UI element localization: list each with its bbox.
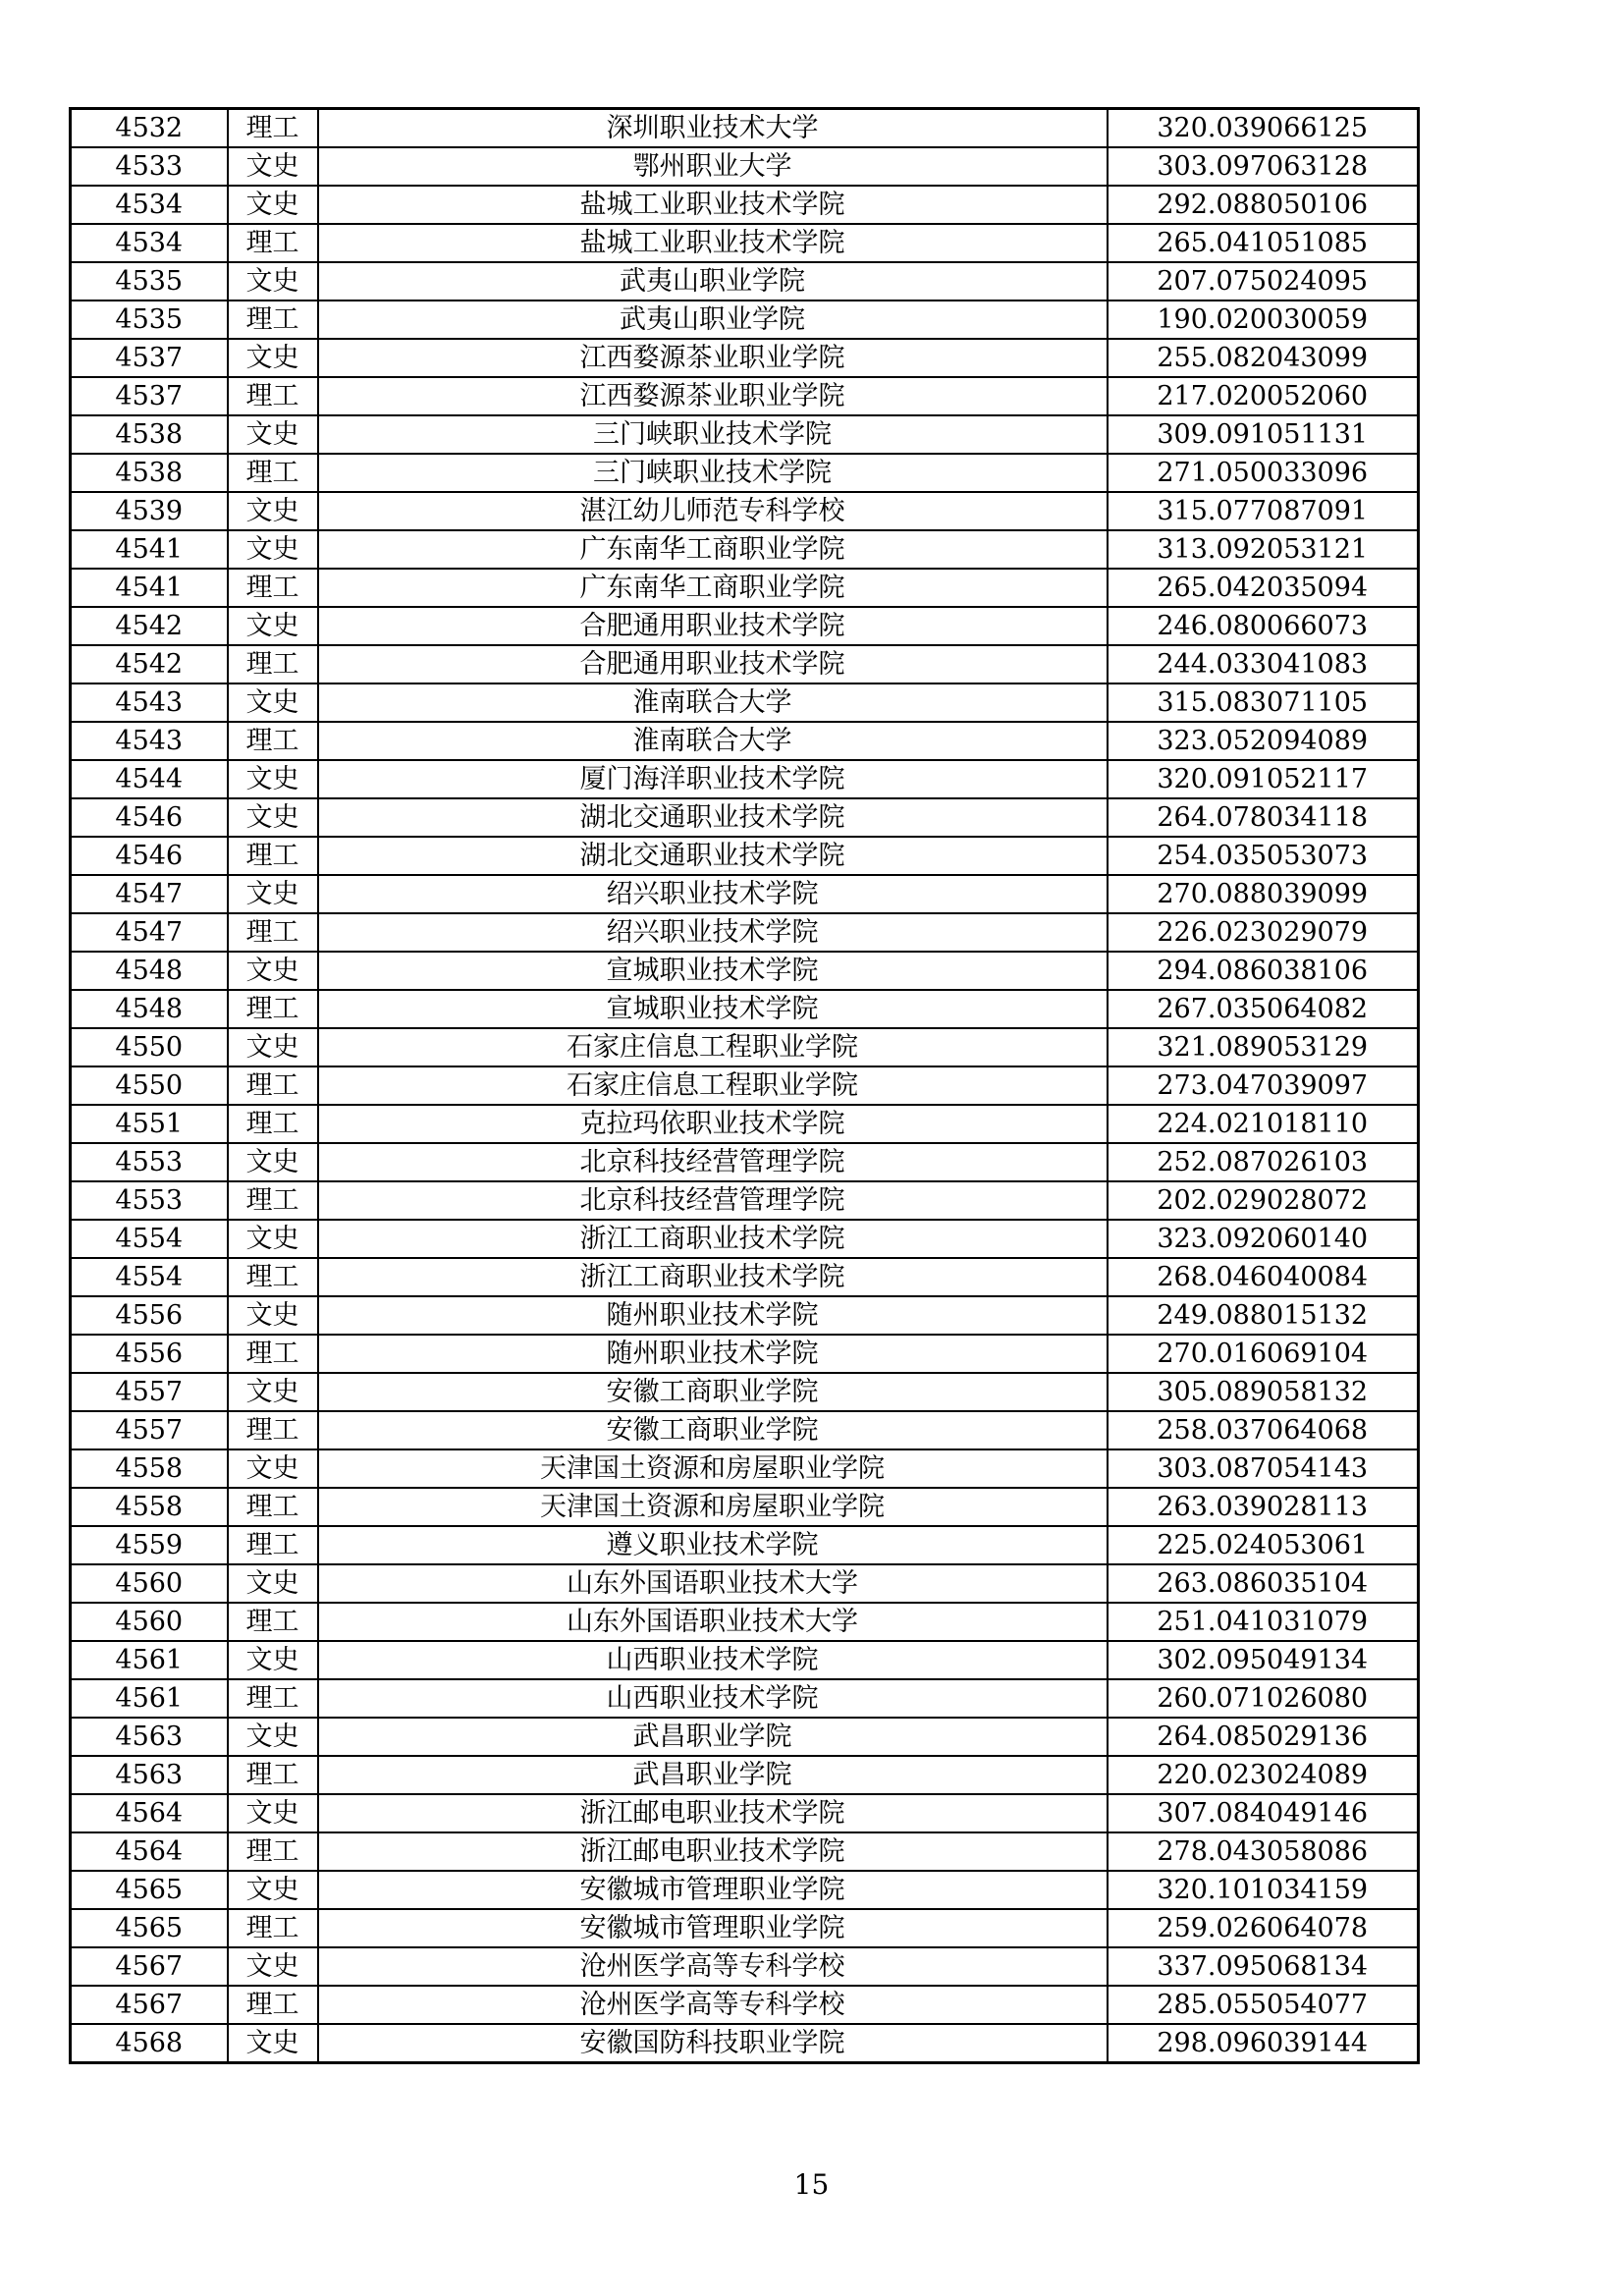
table-row — [71, 990, 1419, 1028]
school-name-cell: 浙江工商职业技术学院 — [318, 1220, 1108, 1258]
table-row — [71, 2024, 1419, 2063]
score-cell: 268.046040084 — [1108, 1258, 1419, 1296]
category-cell: 理工 — [228, 301, 318, 339]
table-row — [71, 1641, 1419, 1679]
category-cell: 文史 — [228, 875, 318, 913]
score-cell: 259.026064078 — [1108, 1909, 1419, 1947]
table-row — [71, 492, 1419, 530]
category-cell: 文史 — [228, 415, 318, 454]
table-row — [71, 722, 1419, 760]
table-row — [71, 1909, 1419, 1947]
table-row — [71, 301, 1419, 339]
score-cell: 202.029028072 — [1108, 1181, 1419, 1220]
code-cell: 4541 — [71, 530, 228, 569]
category-cell: 理工 — [228, 1526, 318, 1564]
school-name-cell: 三门峡职业技术学院 — [318, 454, 1108, 492]
category-cell: 文史 — [228, 147, 318, 186]
score-cell: 255.082043099 — [1108, 339, 1419, 377]
table-row — [71, 1449, 1419, 1488]
school-name-cell: 淮南联合大学 — [318, 722, 1108, 760]
category-cell: 理工 — [228, 109, 318, 148]
code-cell: 4560 — [71, 1603, 228, 1641]
score-cell: 305.089058132 — [1108, 1373, 1419, 1411]
category-cell: 文史 — [228, 2024, 318, 2063]
score-cell: 294.086038106 — [1108, 952, 1419, 990]
table-row — [71, 1526, 1419, 1564]
category-cell: 文史 — [228, 1718, 318, 1756]
school-name-cell: 浙江工商职业技术学院 — [318, 1258, 1108, 1296]
school-name-cell: 石家庄信息工程职业学院 — [318, 1066, 1108, 1105]
code-cell: 4553 — [71, 1143, 228, 1181]
score-cell: 320.091052117 — [1108, 760, 1419, 798]
code-cell: 4537 — [71, 377, 228, 415]
score-cell: 302.095049134 — [1108, 1641, 1419, 1679]
table-row — [71, 1296, 1419, 1335]
score-cell: 278.043058086 — [1108, 1832, 1419, 1871]
table-row — [71, 1335, 1419, 1373]
score-cell: 303.087054143 — [1108, 1449, 1419, 1488]
score-cell: 321.089053129 — [1108, 1028, 1419, 1066]
table-row — [71, 1373, 1419, 1411]
score-cell: 313.092053121 — [1108, 530, 1419, 569]
code-cell: 4548 — [71, 990, 228, 1028]
score-cell: 263.039028113 — [1108, 1488, 1419, 1526]
school-name-cell: 克拉玛依职业技术学院 — [318, 1105, 1108, 1143]
code-cell: 4547 — [71, 875, 228, 913]
table-row — [71, 798, 1419, 837]
school-name-cell: 三门峡职业技术学院 — [318, 415, 1108, 454]
score-cell: 217.020052060 — [1108, 377, 1419, 415]
school-name-cell: 北京科技经营管理学院 — [318, 1181, 1108, 1220]
code-cell: 4535 — [71, 262, 228, 301]
table-row — [71, 1756, 1419, 1794]
category-cell: 文史 — [228, 607, 318, 645]
table-row — [71, 1564, 1419, 1603]
school-name-cell: 宣城职业技术学院 — [318, 990, 1108, 1028]
category-cell: 理工 — [228, 1105, 318, 1143]
school-name-cell: 厦门海洋职业技术学院 — [318, 760, 1108, 798]
code-cell: 4560 — [71, 1564, 228, 1603]
code-cell: 4556 — [71, 1335, 228, 1373]
category-cell: 理工 — [228, 645, 318, 683]
table-row — [71, 1411, 1419, 1449]
code-cell: 4534 — [71, 224, 228, 262]
category-cell: 文史 — [228, 492, 318, 530]
category-cell: 理工 — [228, 454, 318, 492]
school-name-cell: 沧州医学高等专科学校 — [318, 1986, 1108, 2024]
school-name-cell: 盐城工业职业技术学院 — [318, 224, 1108, 262]
category-cell: 理工 — [228, 1488, 318, 1526]
category-cell: 理工 — [228, 837, 318, 875]
code-cell: 4564 — [71, 1832, 228, 1871]
category-cell: 文史 — [228, 1564, 318, 1603]
score-cell: 226.023029079 — [1108, 913, 1419, 952]
code-cell: 4535 — [71, 301, 228, 339]
school-name-cell: 天津国土资源和房屋职业学院 — [318, 1488, 1108, 1526]
school-name-cell: 安徽工商职业学院 — [318, 1373, 1108, 1411]
school-name-cell: 山东外国语职业技术大学 — [318, 1603, 1108, 1641]
category-cell: 理工 — [228, 722, 318, 760]
school-name-cell: 武昌职业学院 — [318, 1718, 1108, 1756]
table-row — [71, 224, 1419, 262]
table-row — [71, 837, 1419, 875]
code-cell: 4532 — [71, 109, 228, 148]
code-cell: 4553 — [71, 1181, 228, 1220]
code-cell: 4557 — [71, 1411, 228, 1449]
category-cell: 文史 — [228, 1641, 318, 1679]
score-cell: 307.084049146 — [1108, 1794, 1419, 1832]
school-name-cell: 武夷山职业学院 — [318, 262, 1108, 301]
score-cell: 220.023024089 — [1108, 1756, 1419, 1794]
table-row — [71, 607, 1419, 645]
school-name-cell: 浙江邮电职业技术学院 — [318, 1832, 1108, 1871]
school-name-cell: 合肥通用职业技术学院 — [318, 645, 1108, 683]
school-name-cell: 随州职业技术学院 — [318, 1335, 1108, 1373]
category-cell: 文史 — [228, 262, 318, 301]
category-cell: 理工 — [228, 913, 318, 952]
category-cell: 文史 — [228, 1871, 318, 1909]
table-row — [71, 186, 1419, 224]
school-name-cell: 武夷山职业学院 — [318, 301, 1108, 339]
table-row — [71, 1947, 1419, 1986]
school-name-cell: 北京科技经营管理学院 — [318, 1143, 1108, 1181]
category-cell: 文史 — [228, 1296, 318, 1335]
table-row — [71, 1143, 1419, 1181]
category-cell: 文史 — [228, 1373, 318, 1411]
category-cell: 文史 — [228, 1028, 318, 1066]
table-row — [71, 569, 1419, 607]
score-cell: 246.080066073 — [1108, 607, 1419, 645]
school-name-cell: 绍兴职业技术学院 — [318, 875, 1108, 913]
code-cell: 4539 — [71, 492, 228, 530]
school-name-cell: 沧州医学高等专科学校 — [318, 1947, 1108, 1986]
school-name-cell: 石家庄信息工程职业学院 — [318, 1028, 1108, 1066]
score-cell: 315.077087091 — [1108, 492, 1419, 530]
table-row — [71, 530, 1419, 569]
category-cell: 文史 — [228, 952, 318, 990]
score-cell: 298.096039144 — [1108, 2024, 1419, 2063]
code-cell: 4565 — [71, 1871, 228, 1909]
school-name-cell: 合肥通用职业技术学院 — [318, 607, 1108, 645]
table-row — [71, 1603, 1419, 1641]
category-cell: 理工 — [228, 1066, 318, 1105]
table-row — [71, 1105, 1419, 1143]
score-cell: 252.087026103 — [1108, 1143, 1419, 1181]
school-name-cell: 安徽城市管理职业学院 — [318, 1909, 1108, 1947]
code-cell: 4565 — [71, 1909, 228, 1947]
code-cell: 4559 — [71, 1526, 228, 1564]
score-cell: 251.041031079 — [1108, 1603, 1419, 1641]
score-cell: 337.095068134 — [1108, 1947, 1419, 1986]
category-cell: 理工 — [228, 1181, 318, 1220]
score-cell: 190.020030059 — [1108, 301, 1419, 339]
table-row — [71, 1718, 1419, 1756]
code-cell: 4563 — [71, 1718, 228, 1756]
code-cell: 4554 — [71, 1258, 228, 1296]
code-cell: 4563 — [71, 1756, 228, 1794]
table-row — [71, 377, 1419, 415]
table-row — [71, 1488, 1419, 1526]
school-name-cell: 安徽国防科技职业学院 — [318, 2024, 1108, 2063]
score-cell: 323.092060140 — [1108, 1220, 1419, 1258]
score-cell: 249.088015132 — [1108, 1296, 1419, 1335]
school-name-cell: 鄂州职业大学 — [318, 147, 1108, 186]
category-cell: 理工 — [228, 1603, 318, 1641]
category-cell: 文史 — [228, 798, 318, 837]
score-cell: 320.039066125 — [1108, 109, 1419, 148]
table-row — [71, 1794, 1419, 1832]
admission-score-table — [69, 107, 1420, 2064]
category-cell: 文史 — [228, 1143, 318, 1181]
category-cell: 理工 — [228, 1258, 318, 1296]
table-row — [71, 454, 1419, 492]
code-cell: 4557 — [71, 1373, 228, 1411]
category-cell: 理工 — [228, 990, 318, 1028]
code-cell: 4554 — [71, 1220, 228, 1258]
table-row — [71, 1028, 1419, 1066]
table-row — [71, 109, 1419, 148]
table-row — [71, 1986, 1419, 2024]
school-name-cell: 安徽城市管理职业学院 — [318, 1871, 1108, 1909]
code-cell: 4551 — [71, 1105, 228, 1143]
code-cell: 4567 — [71, 1986, 228, 2024]
category-cell: 文史 — [228, 760, 318, 798]
code-cell: 4543 — [71, 683, 228, 722]
school-name-cell: 天津国土资源和房屋职业学院 — [318, 1449, 1108, 1488]
school-name-cell: 遵义职业技术学院 — [318, 1526, 1108, 1564]
code-cell: 4537 — [71, 339, 228, 377]
school-name-cell: 绍兴职业技术学院 — [318, 913, 1108, 952]
category-cell: 文史 — [228, 339, 318, 377]
score-cell: 265.042035094 — [1108, 569, 1419, 607]
score-cell: 263.086035104 — [1108, 1564, 1419, 1603]
table-row — [71, 1181, 1419, 1220]
code-cell: 4547 — [71, 913, 228, 952]
page-number: 15 — [793, 2168, 830, 2201]
code-cell: 4550 — [71, 1066, 228, 1105]
table-row — [71, 1066, 1419, 1105]
table-row — [71, 147, 1419, 186]
category-cell: 理工 — [228, 1909, 318, 1947]
school-name-cell: 山西职业技术学院 — [318, 1679, 1108, 1718]
category-cell: 文史 — [228, 1794, 318, 1832]
score-cell: 264.085029136 — [1108, 1718, 1419, 1756]
category-cell: 理工 — [228, 1335, 318, 1373]
score-cell: 267.035064082 — [1108, 990, 1419, 1028]
table-row — [71, 1871, 1419, 1909]
score-cell: 273.047039097 — [1108, 1066, 1419, 1105]
category-cell: 文史 — [228, 186, 318, 224]
code-cell: 4538 — [71, 415, 228, 454]
category-cell: 文史 — [228, 1449, 318, 1488]
score-cell: 260.071026080 — [1108, 1679, 1419, 1718]
code-cell: 4538 — [71, 454, 228, 492]
category-cell: 文史 — [228, 1947, 318, 1986]
school-name-cell: 宣城职业技术学院 — [318, 952, 1108, 990]
table-row — [71, 1220, 1419, 1258]
score-cell: 244.033041083 — [1108, 645, 1419, 683]
score-cell: 207.075024095 — [1108, 262, 1419, 301]
score-cell: 270.016069104 — [1108, 1335, 1419, 1373]
score-cell: 258.037064068 — [1108, 1411, 1419, 1449]
code-cell: 4548 — [71, 952, 228, 990]
school-name-cell: 浙江邮电职业技术学院 — [318, 1794, 1108, 1832]
score-cell: 285.055054077 — [1108, 1986, 1419, 2024]
table-row — [71, 1679, 1419, 1718]
school-name-cell: 淮南联合大学 — [318, 683, 1108, 722]
score-cell: 271.050033096 — [1108, 454, 1419, 492]
category-cell: 文史 — [228, 1220, 318, 1258]
code-cell: 4558 — [71, 1488, 228, 1526]
score-cell: 254.035053073 — [1108, 837, 1419, 875]
code-cell: 4543 — [71, 722, 228, 760]
score-cell: 265.041051085 — [1108, 224, 1419, 262]
table-row — [71, 952, 1419, 990]
school-name-cell: 山西职业技术学院 — [318, 1641, 1108, 1679]
score-cell: 264.078034118 — [1108, 798, 1419, 837]
score-cell: 323.052094089 — [1108, 722, 1419, 760]
school-name-cell: 随州职业技术学院 — [318, 1296, 1108, 1335]
table-row — [71, 875, 1419, 913]
score-cell: 225.024053061 — [1108, 1526, 1419, 1564]
school-name-cell: 广东南华工商职业学院 — [318, 569, 1108, 607]
category-cell: 理工 — [228, 1756, 318, 1794]
category-cell: 文史 — [228, 530, 318, 569]
table-row — [71, 683, 1419, 722]
code-cell: 4550 — [71, 1028, 228, 1066]
school-name-cell: 江西婺源茶业职业学院 — [318, 377, 1108, 415]
table-body — [71, 109, 1419, 2063]
category-cell: 理工 — [228, 1679, 318, 1718]
code-cell: 4541 — [71, 569, 228, 607]
score-cell: 224.021018110 — [1108, 1105, 1419, 1143]
code-cell: 4561 — [71, 1679, 228, 1718]
category-cell: 理工 — [228, 569, 318, 607]
table-row — [71, 339, 1419, 377]
table-row — [71, 262, 1419, 301]
school-name-cell: 武昌职业学院 — [318, 1756, 1108, 1794]
table-row — [71, 415, 1419, 454]
school-name-cell: 安徽工商职业学院 — [318, 1411, 1108, 1449]
code-cell: 4546 — [71, 798, 228, 837]
table-row — [71, 760, 1419, 798]
score-cell: 309.091051131 — [1108, 415, 1419, 454]
code-cell: 4542 — [71, 607, 228, 645]
school-name-cell: 盐城工业职业技术学院 — [318, 186, 1108, 224]
code-cell: 4558 — [71, 1449, 228, 1488]
code-cell: 4542 — [71, 645, 228, 683]
category-cell: 理工 — [228, 1411, 318, 1449]
school-name-cell: 广东南华工商职业学院 — [318, 530, 1108, 569]
school-name-cell: 山东外国语职业技术大学 — [318, 1564, 1108, 1603]
code-cell: 4556 — [71, 1296, 228, 1335]
score-cell: 315.083071105 — [1108, 683, 1419, 722]
category-cell: 理工 — [228, 377, 318, 415]
code-cell: 4534 — [71, 186, 228, 224]
school-name-cell: 湖北交通职业技术学院 — [318, 837, 1108, 875]
code-cell: 4544 — [71, 760, 228, 798]
school-name-cell: 江西婺源茶业职业学院 — [318, 339, 1108, 377]
code-cell: 4533 — [71, 147, 228, 186]
code-cell: 4561 — [71, 1641, 228, 1679]
table-row — [71, 645, 1419, 683]
code-cell: 4564 — [71, 1794, 228, 1832]
code-cell: 4568 — [71, 2024, 228, 2063]
category-cell: 文史 — [228, 683, 318, 722]
table-row — [71, 913, 1419, 952]
score-cell: 303.097063128 — [1108, 147, 1419, 186]
table-row — [71, 1832, 1419, 1871]
table-row — [71, 1258, 1419, 1296]
code-cell: 4567 — [71, 1947, 228, 1986]
score-cell: 270.088039099 — [1108, 875, 1419, 913]
score-cell: 320.101034159 — [1108, 1871, 1419, 1909]
category-cell: 理工 — [228, 1832, 318, 1871]
category-cell: 理工 — [228, 1986, 318, 2024]
code-cell: 4546 — [71, 837, 228, 875]
score-cell: 292.088050106 — [1108, 186, 1419, 224]
school-name-cell: 湛江幼儿师范专科学校 — [318, 492, 1108, 530]
school-name-cell: 湖北交通职业技术学院 — [318, 798, 1108, 837]
school-name-cell: 深圳职业技术大学 — [318, 109, 1108, 148]
category-cell: 理工 — [228, 224, 318, 262]
